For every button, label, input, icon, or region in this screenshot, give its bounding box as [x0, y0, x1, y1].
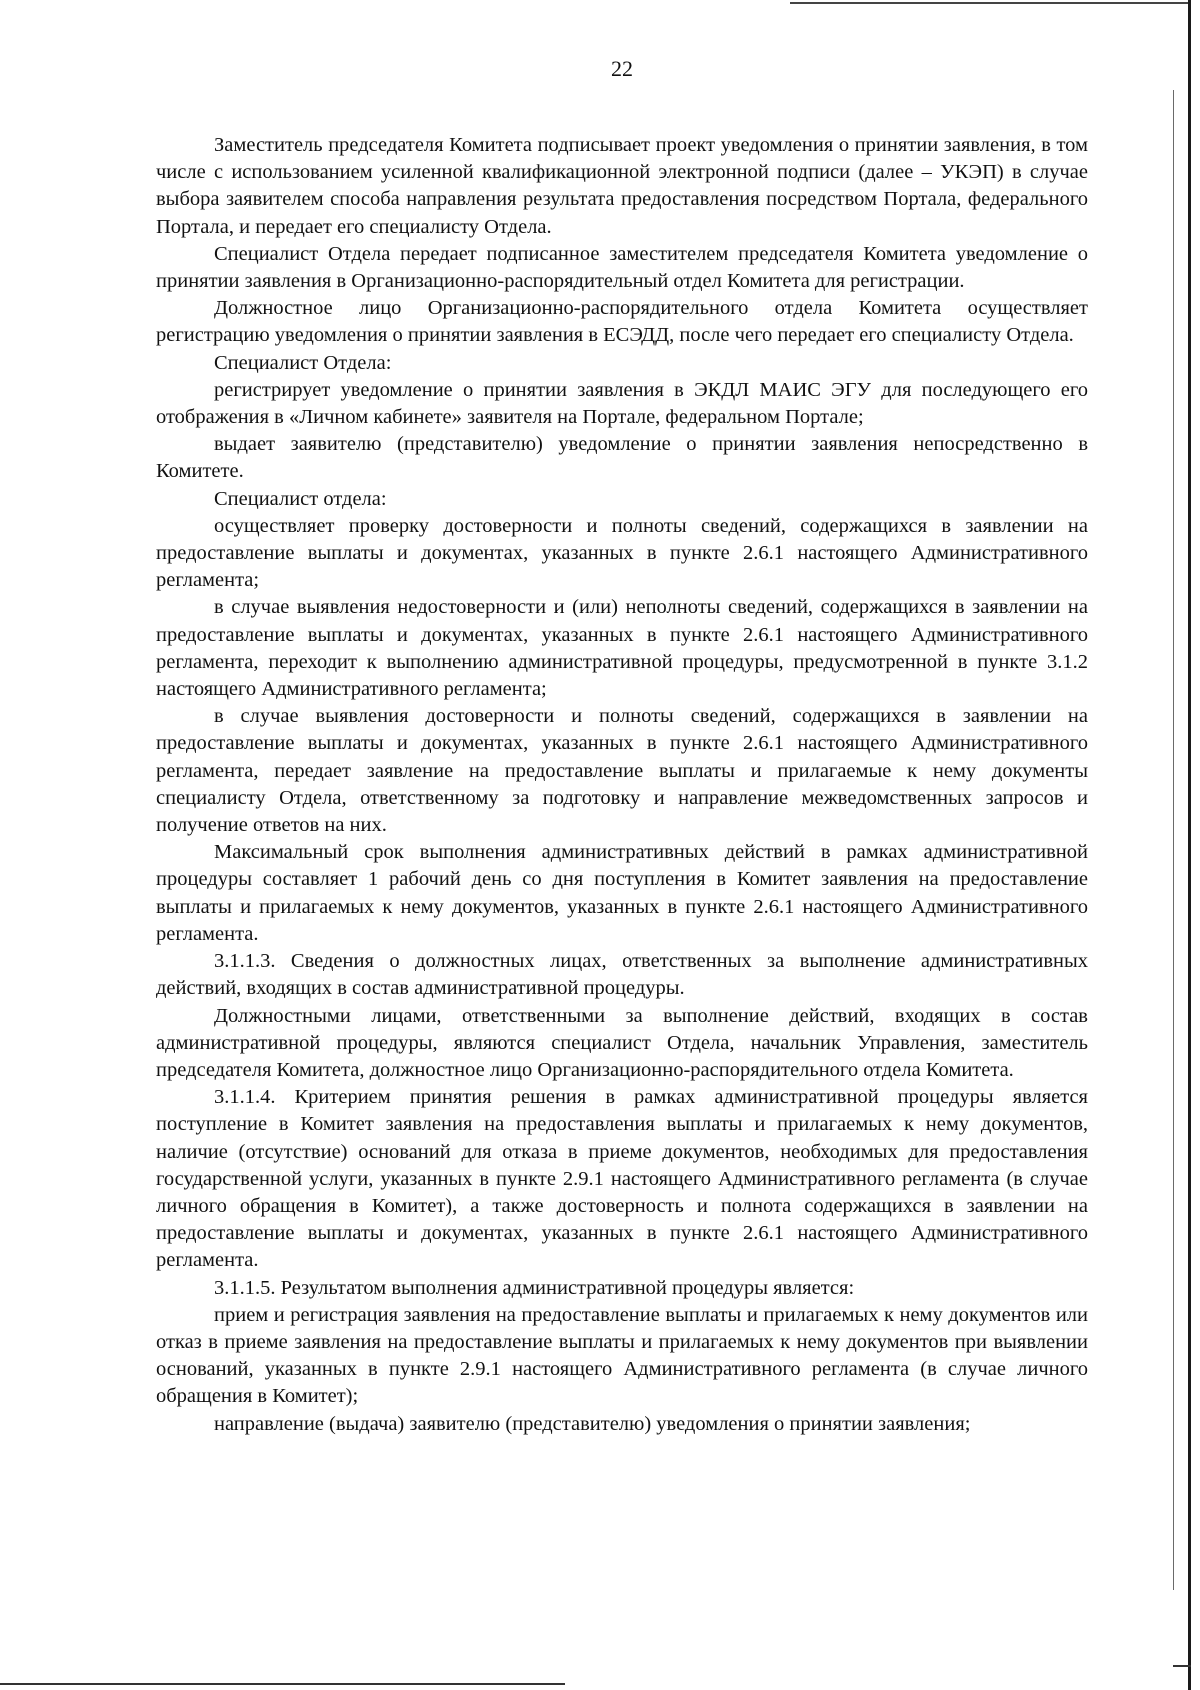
- paragraph: 3.1.1.5. Результатом выполнения административной процедуры является:: [214, 1276, 855, 1299]
- paragraph: регистрирует уведомление о принятии заявления в ЭКДЛ МАИС ЭГУ для последующего его отображения в «Личном кабинете» заявителя на Портале, федеральном Портале;: [156, 378, 1088, 429]
- scan-border-right: [1188, 0, 1191, 1690]
- paragraph: осуществляет проверку достоверности и полноты сведений, содержащихся в заявлении на предоставление выплаты и документах, указанных в пункте 2.6.1 настоящего Административного регламента;: [156, 514, 1088, 592]
- paragraph: выдает заявителю (представителю) уведомление о принятии заявления непосредственно в Комитете.: [156, 433, 1088, 483]
- paragraph: 3.1.1.4. Критерием принятия решения в рамках административной процедуры является поступление в Комитет заявления на предоставления выплаты и прилагаемых к нему документов, наличие (отсутствие) оснований для отказа в приеме документов, необходимых для предоставления государственной услуги, указанных в пункте 2.9.1 настоящего Административного регламента (в случае личного обращения в Комитет), а также достоверность и полнота содержащихся в заявлении на предоставление выплаты и документах, указанных в пункте 2.6.1 настоящего Административного регламента.: [156, 1086, 1088, 1272]
- paragraph: направление (выдача) заявителю (представителю) уведомления о принятии заявления;: [214, 1412, 971, 1435]
- paragraph: в случае выявления достоверности и полноты сведений, содержащихся в заявлении на предоставление выплаты и документах, указанных в пункте 2.6.1 настоящего Административного регламента, передает заявление на предоставление выплаты и прилагаемые к нему документы специалисту Отдела, ответственному за подготовку и направление межведомственных запросов и получение ответов на них.: [156, 705, 1088, 837]
- paragraph: Должностными лицами, ответственными за выполнение действий, входящих в состав административной процедуры, являются специалист Отдела, начальник Управления, заместитель председателя Комитета, должностное лицо Организационно-распорядительного отдела Комитета.: [156, 1004, 1088, 1081]
- scan-border-top: [790, 2, 1190, 4]
- paragraph: Специалист отдела:: [214, 487, 387, 510]
- scan-border-bottom-right: [1173, 1665, 1191, 1667]
- page-number: 22: [611, 56, 633, 81]
- paragraph: Заместитель председателя Комитета подписывает проект уведомления о принятии заявления, в том числе с использованием усиленной квалификационной электронной подписи (далее – УКЭП) в случае выбора заявителем способа направления результата предоставления посредством Портала, федерального Портала, и передает его специалисту Отдела.: [156, 134, 1088, 238]
- scan-border-right-inner: [1173, 90, 1174, 1590]
- paragraph: 3.1.1.3. Сведения о должностных лицах, ответственных за выполнение административных действий, входящих в состав административной процедуры.: [156, 950, 1088, 1000]
- document-body: [156, 132, 1088, 1438]
- paragraph: Специалист Отдела:: [214, 351, 392, 374]
- scan-border-bottom: [0, 1683, 565, 1685]
- paragraph: Максимальный срок выполнения административных действий в рамках административной процедуры составляет 1 рабочий день со дня поступления в Комитет заявления на предоставление выплаты и прилагаемых к нему документов, указанных в пункте 2.6.1 настоящего Административного регламента.: [156, 841, 1088, 945]
- paragraph: прием и регистрация заявления на предоставление выплаты и прилагаемых к нему документов или отказ в приеме заявления на предоставление выплаты и прилагаемых к нему документов при выявлении оснований, указанных в пункте 2.9.1 настоящего Административного регламента (в случае личного обращения в Комитет);: [156, 1303, 1088, 1408]
- paragraph: Специалист Отдела передает подписанное заместителем председателя Комитета уведомление о принятии заявления в Организационно-распорядительный отдел Комитета для регистрации.: [156, 242, 1088, 293]
- paragraph: Должностное лицо Организационно-распорядительного отдела Комитета осуществляет регистрацию уведомления о принятии заявления в ЕСЭДД, после чего передает его специалисту Отдела.: [156, 297, 1088, 347]
- paragraph: в случае выявления недостоверности и (или) неполноты сведений, содержащихся в заявлении на предоставление выплаты и документах, указанных в пункте 2.6.1 настоящего Административного регламента, переходит к выполнению административной процедуры, предусмотренной в пункте 3.1.2 настоящего Административного регламента;: [156, 596, 1088, 701]
